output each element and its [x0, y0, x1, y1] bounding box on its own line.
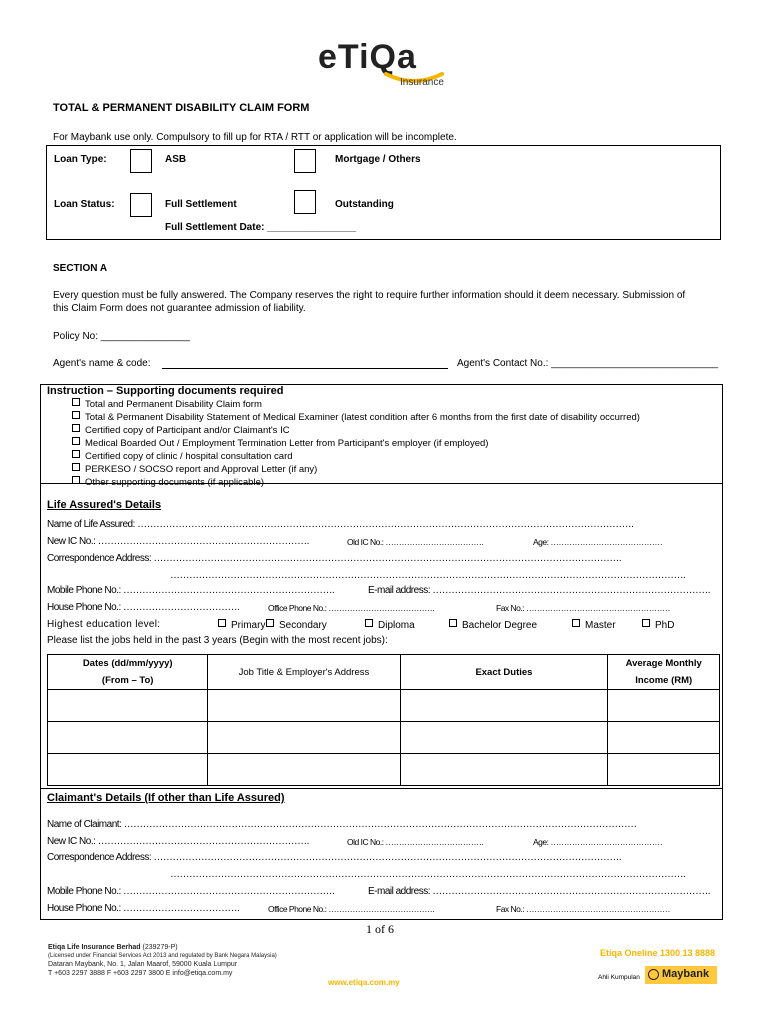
policy-no-field[interactable]: Policy No: ________________ — [53, 331, 190, 342]
checkbox-icon[interactable] — [365, 619, 373, 627]
checkbox-icon[interactable] — [72, 450, 80, 458]
footer — [48, 944, 277, 977]
maybank-logo — [645, 966, 717, 984]
loan-status-label: Loan Status: — [54, 199, 115, 210]
claimant-address-field[interactable]: Correspondence Address: …………………………………………………………………………………………………………………………………. — [47, 852, 622, 863]
claimant-heading: Claimant's Details (If other than Life Assured) — [47, 792, 285, 804]
asb-checkbox[interactable] — [130, 149, 152, 173]
life-assured-fax-field[interactable]: Fax No.: ……………………………………………… — [496, 603, 670, 613]
instructions-heading: Instruction – Supporting documents required — [47, 385, 284, 397]
life-assured-new-ic-field[interactable]: New IC No.: …………………………………………………………. — [47, 536, 309, 547]
etiqa-logo — [318, 38, 458, 90]
checkbox-icon[interactable] — [218, 619, 226, 627]
edu-bachelor[interactable]: Bachelor Degree — [449, 619, 537, 631]
claimant-house-phone-field[interactable]: House Phone No.: ………………………………. — [47, 903, 240, 914]
edu-diploma[interactable]: Diploma — [365, 619, 415, 631]
claimant-fax-field[interactable]: Fax No.: ……………………………………………… — [496, 904, 670, 914]
maybank-note: For Maybank use only. Compulsory to fill up for RTA / RTT or application will be incomplete. — [53, 132, 457, 143]
instruction-item: Certified copy of clinic / hospital consultation card — [72, 450, 640, 463]
full-settlement-date-field[interactable]: Full Settlement Date: ________________ — [165, 222, 357, 233]
instruction-item: Medical Boarded Out / Employment Termination Letter from Participant's employer (if employed) — [72, 437, 640, 450]
asb-label: ASB — [165, 154, 187, 165]
claimant-office-phone-field[interactable]: Office Phone No.: …………………………………. — [268, 904, 435, 914]
education-label: Highest education level: — [47, 619, 161, 630]
form-title: TOTAL & PERMANENT DISABILITY CLAIM FORM — [53, 102, 310, 114]
life-assured-mobile-field[interactable]: Mobile Phone No.: …………………………………………………………. — [47, 585, 335, 596]
footer-contacts: T +603 2297 3888 F +603 2297 3800 E info@etiqa.com.my — [48, 970, 233, 977]
checkbox-icon[interactable] — [72, 437, 80, 445]
agent-name-line[interactable] — [162, 368, 448, 369]
table-row — [48, 754, 720, 786]
section-a-intro-2: this Claim Form does not guarantee admission of liability. — [53, 303, 306, 314]
loan-type-label: Loan Type: — [54, 154, 107, 165]
instructions-list — [72, 398, 640, 489]
income-header: Average Monthly Income (RM) — [608, 655, 720, 690]
table-header-row — [48, 655, 720, 690]
jobs-table — [47, 654, 720, 786]
full-settlement-checkbox[interactable] — [130, 193, 152, 217]
life-assured-address-line-2[interactable]: ………………………………………………………………………………………………………………………………………………. — [170, 570, 686, 581]
footer-company: Etiqa Life Insurance Berhad — [48, 944, 141, 951]
table-row — [48, 690, 720, 722]
agent-contact-field[interactable]: Agent's Contact No.: ______________________________ — [457, 358, 719, 369]
checkbox-icon[interactable] — [572, 619, 580, 627]
outstanding-checkbox[interactable] — [294, 190, 316, 214]
edu-phd[interactable]: PhD — [642, 619, 674, 631]
checkbox-icon[interactable] — [266, 619, 274, 627]
checkbox-icon[interactable] — [449, 619, 457, 627]
section-a-heading: SECTION A — [53, 263, 108, 274]
checkbox-icon[interactable] — [72, 463, 80, 471]
maybank-text: Maybank — [662, 968, 710, 980]
full-settlement-label: Full Settlement — [165, 199, 237, 210]
checkbox-icon[interactable] — [72, 424, 80, 432]
life-assured-address-field[interactable]: Correspondence Address: …………………………………………………………………………………………………………………………………. — [47, 553, 622, 564]
table-row — [48, 722, 720, 754]
claimant-address-line-2[interactable]: ………………………………………………………………………………………………………………………………………………. — [170, 869, 686, 880]
section-divider — [40, 788, 723, 789]
life-assured-age-field[interactable]: Age: …………………………………… — [533, 537, 663, 547]
footer-address: Dataran Maybank, No. 1, Jalan Maarof, 59000 Kuala Lumpur — [48, 961, 238, 968]
checkbox-icon[interactable] — [72, 398, 80, 406]
instruction-item: Total and Permanent Disability Claim form — [72, 398, 640, 411]
footer-company-reg: (239279-P) — [142, 944, 178, 951]
claimant-name-field[interactable]: Name of Claimant: ……………………………………………………………………………………………………………………………………………… — [47, 819, 637, 830]
mortgage-label: Mortgage / Others — [335, 154, 421, 165]
mortgage-checkbox[interactable] — [294, 149, 316, 173]
checkbox-icon[interactable] — [72, 476, 80, 484]
edu-master[interactable]: Master — [572, 619, 616, 631]
job-title-header: Job Title & Employer's Address — [208, 655, 400, 690]
footer-licensed: (Licensed under Financial Services Act 2013 and regulated by Bank Negara Malaysia) — [48, 953, 277, 959]
claimant-mobile-field[interactable]: Mobile Phone No.: …………………………………………………………. — [47, 886, 335, 897]
instruction-item: Total & Permanent Disability Statement of Medical Examiner (latest condition after 6 months from the first date of disability occurred) — [72, 411, 640, 424]
claimant-email-field[interactable]: E-mail address: ……………………………………………………………………………. — [368, 886, 711, 897]
claimant-age-field[interactable]: Age: …………………………………… — [533, 837, 663, 847]
instruction-item: PERKESO / SOCSO report and Approval Letter (if any) — [72, 463, 640, 476]
instruction-item: Other supporting documents (if applicable) — [72, 476, 640, 489]
maybank-tiger-icon — [648, 969, 659, 980]
claimant-new-ic-field[interactable]: New IC No.: …………………………………………………………. — [47, 836, 309, 847]
logo-text: eTiQa — [318, 38, 417, 76]
life-assured-heading: Life Assured's Details — [47, 499, 162, 511]
agent-name-label: Agent's name & code: — [53, 358, 151, 369]
life-assured-old-ic-field[interactable]: Old IC No.: ………………………………. — [347, 537, 484, 547]
instruction-item: Certified copy of Participant and/or Claimant's IC — [72, 424, 640, 437]
logo-subtitle: Insurance — [400, 77, 444, 88]
edu-secondary[interactable]: Secondary — [266, 619, 327, 631]
edu-primary[interactable]: Primary — [218, 619, 265, 631]
jobs-instruction: Please list the jobs held in the past 3 years (Begin with the most recent jobs): — [47, 635, 388, 646]
page-number: 1 of 6 — [366, 922, 394, 936]
ahli-kumpulan: Ahli Kumpulan — [598, 974, 640, 981]
section-a-intro-1: Every question must be fully answered. The Company reserves the right to require further information should it deem necessary. Submission of — [53, 290, 686, 301]
dates-header: Dates (dd/mm/yyyy) (From – To) — [48, 655, 208, 690]
claimant-old-ic-field[interactable]: Old IC No.: ………………………………. — [347, 837, 484, 847]
life-assured-name-field[interactable]: Name of Life Assured: …………………………………………………………………………………………………………………………………………. — [47, 519, 634, 530]
checkbox-icon[interactable] — [642, 619, 650, 627]
life-assured-email-field[interactable]: E-mail address: ……………………………………………………………………………. — [368, 585, 711, 596]
life-assured-house-phone-field[interactable]: House Phone No.: ………………………………. — [47, 602, 240, 613]
life-assured-office-phone-field[interactable]: Office Phone No.: …………………………………. — [268, 603, 435, 613]
checkbox-icon[interactable] — [72, 411, 80, 419]
footer-website[interactable]: www.etiqa.com.my — [328, 978, 400, 987]
etiqa-oneline: Etiqa Oneline 1300 13 8888 — [600, 948, 716, 958]
duties-header: Exact Duties — [400, 655, 608, 690]
outstanding-label: Outstanding — [335, 199, 394, 210]
